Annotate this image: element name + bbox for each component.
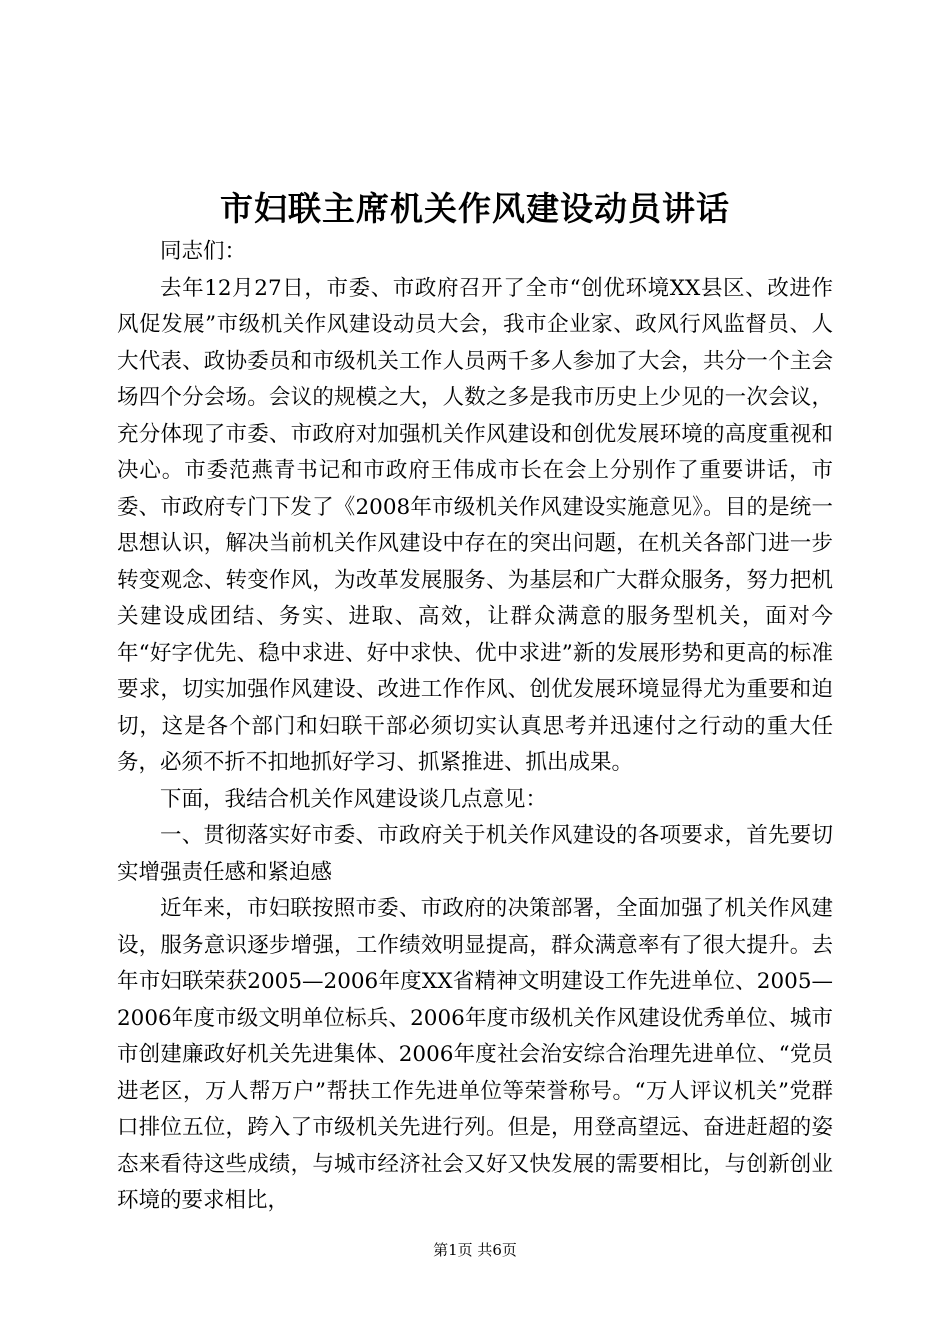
page-footer: 第1页 共6页 (433, 1241, 517, 1259)
document-body (117, 234, 833, 1220)
page-title: 市妇联主席机关作风建设动员讲话 (220, 189, 730, 228)
paragraph-2: 下面，我结合机关作风建设谈几点意见： (160, 786, 548, 812)
paragraph-3: 近年来，市妇联按照市委、市政府的决策部署，全面加强了机关作风建设，服务意识逐步增强，工作绩效明显提高，群众满意率有了很大提升。去年市妇联荣获2005—2006年度XX省精神文明建设工作先进单位、2005—2006年度市级文明单位标兵、2006年度市级机关作风建设优秀单位、城市市创建廉政好机关先进集体、2006年度社会治安综合治理先进单位、“党员进老区，万人帮万户”帮扶工作先进单位等荣誉称号。“万人评议机关”党群口排位五位，跨入了市级机关先进行列。但是，用登高望远、奋进赶超的姿态来看待这些成绩，与城市经济社会又好又快发展的需要相比，与创新创业环境的要求相比， (117, 896, 833, 1213)
salutation: 同志们： (160, 239, 247, 264)
paragraph-1: 去年12月27日，市委、市政府召开了全市“创优环境XX县区、改进作风促发展”市级机关作风建设动员大会，我市企业家、政风行风监督员、人大代表、政协委员和市级机关工作人员两千多人参加了大会，共分一个主会场四个分会场。会议的规模之大，人数之多是我市历史上少见的一次会议，充分体现了市委、市政府对加强机关作风建设和创优发展环境的高度重视和决心。市委范燕青书记和市政府王伟成市长在会上分别作了重要讲话，市委、市政府专门下发了《2008年市级机关作风建设实施意见》。目的是统一思想认识，解决当前机关作风建设中存在的突出问题，在机关各部门进一步转变观念、转变作风，为改革发展服务、为基层和广大群众服务，努力把机关建设成团结、务实、进取、高效，让群众满意的服务型机关，面对今年“好字优先、稳中求进、好中求快、优中求进”新的发展形势和更高的标准要求，切实加强作风建设、改进工作作风、创优发展环境显得尤为重要和迫切，这是各个部门和妇联干部必须切实认真思考并迅速付之行动的重大任务，必须不折不扣地抓好学习、抓紧推进、抓出成果。 (117, 275, 833, 775)
section-heading-1: 一、贯彻落实好市委、市政府关于机关作风建设的各项要求，首先要切实增强责任感和紧迫感 (117, 823, 833, 885)
